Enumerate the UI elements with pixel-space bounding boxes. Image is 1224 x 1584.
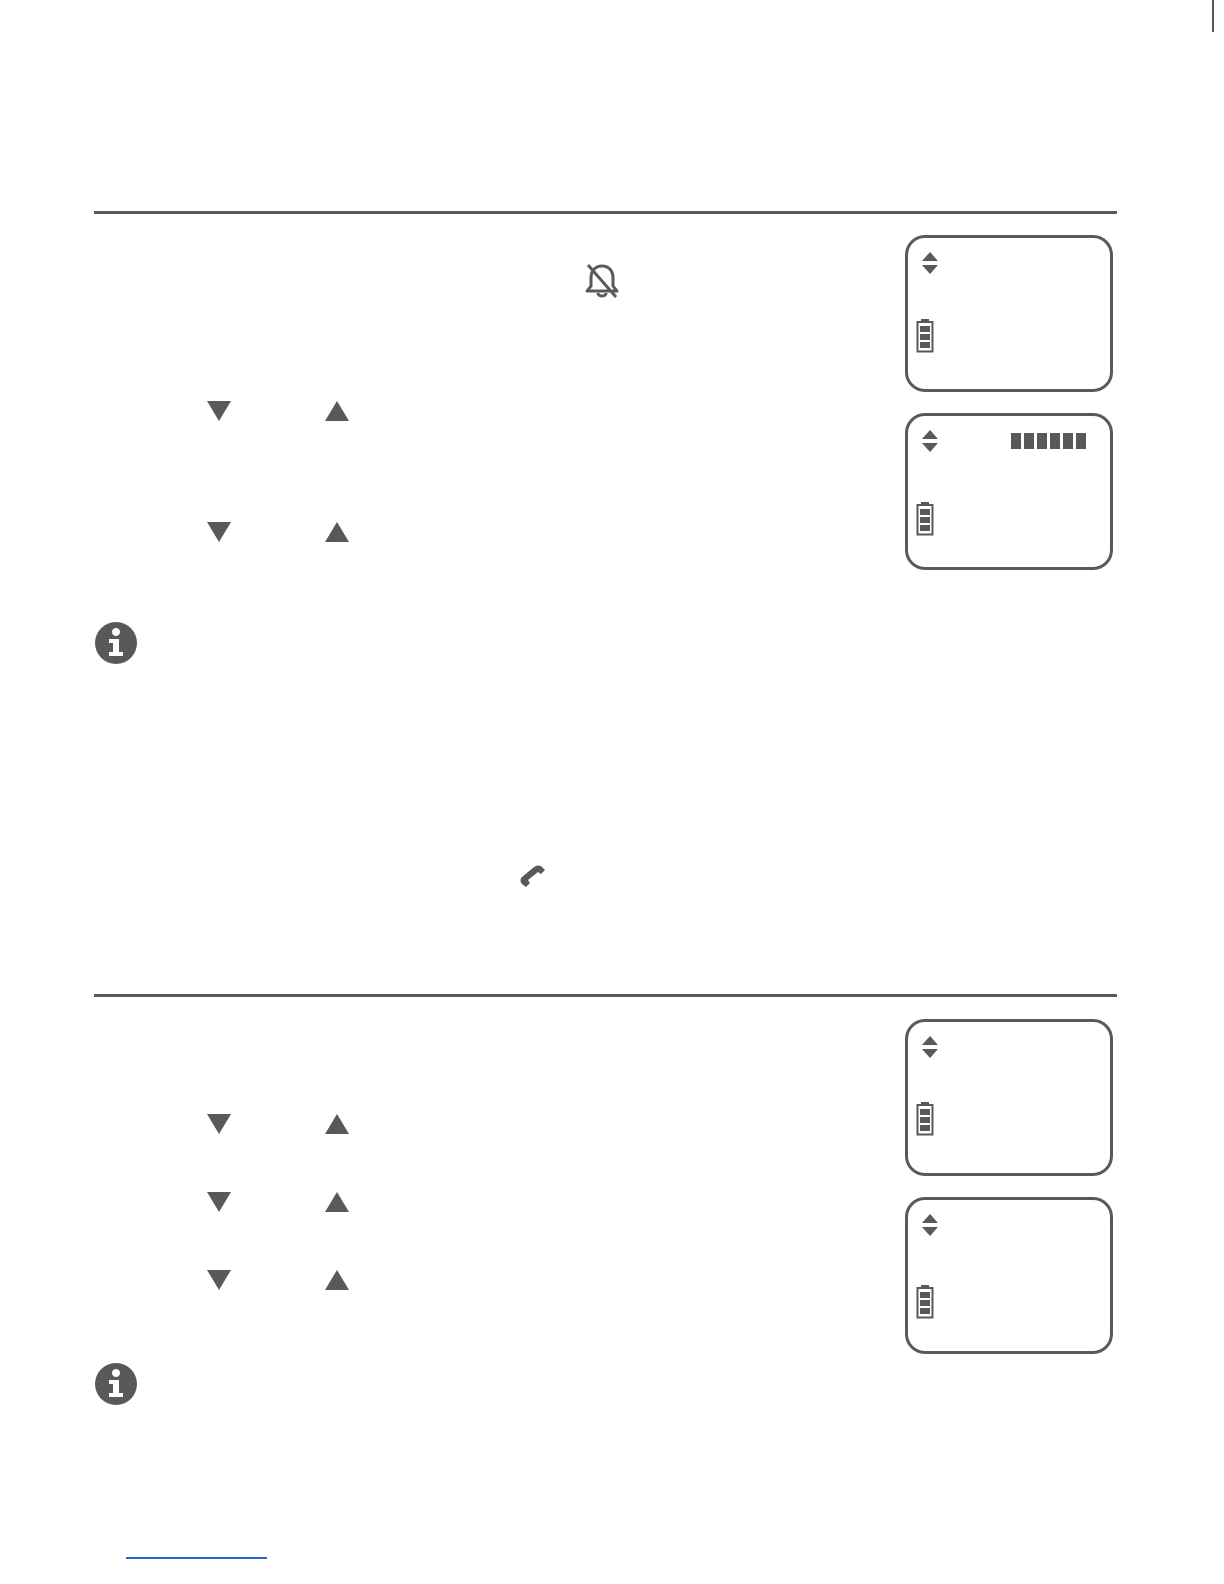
phone-off-icon	[518, 862, 548, 888]
info-icon	[94, 1362, 138, 1406]
volume-bar	[1063, 433, 1073, 449]
scroll-arrows-icon	[922, 1036, 938, 1058]
handset-screen-4	[905, 1197, 1113, 1354]
up-arrow-icon	[325, 401, 349, 421]
battery-icon	[916, 319, 934, 353]
scroll-arrows-icon	[922, 1214, 938, 1236]
section-rule-top	[94, 211, 1117, 214]
scroll-arrows-icon	[922, 252, 938, 274]
volume-bar	[1050, 433, 1060, 449]
down-arrow-icon	[207, 522, 231, 542]
up-arrow-icon	[325, 1192, 349, 1212]
volume-bar	[1011, 433, 1021, 449]
volume-bar	[1076, 433, 1086, 449]
battery-icon	[916, 502, 934, 536]
battery-icon	[916, 1285, 934, 1319]
handset-screen-3	[905, 1019, 1113, 1176]
volume-bar	[1024, 433, 1034, 449]
handset-screen-2	[905, 413, 1113, 570]
scroll-arrows-icon	[922, 430, 938, 452]
handset-screen-1	[905, 235, 1113, 392]
down-arrow-icon	[207, 401, 231, 421]
down-arrow-icon	[207, 1114, 231, 1134]
hyperlink-underline[interactable]	[126, 1557, 267, 1559]
volume-level-bars	[1011, 433, 1086, 449]
up-arrow-icon	[325, 1114, 349, 1134]
section-rule-bottom	[94, 994, 1117, 997]
battery-icon	[916, 1102, 934, 1136]
ringer-off-icon	[582, 262, 622, 300]
up-arrow-icon	[325, 1270, 349, 1290]
down-arrow-icon	[207, 1270, 231, 1290]
page-edge-line	[1212, 0, 1214, 32]
volume-bar	[1037, 433, 1047, 449]
down-arrow-icon	[207, 1192, 231, 1212]
up-arrow-icon	[325, 522, 349, 542]
info-icon	[94, 621, 138, 665]
